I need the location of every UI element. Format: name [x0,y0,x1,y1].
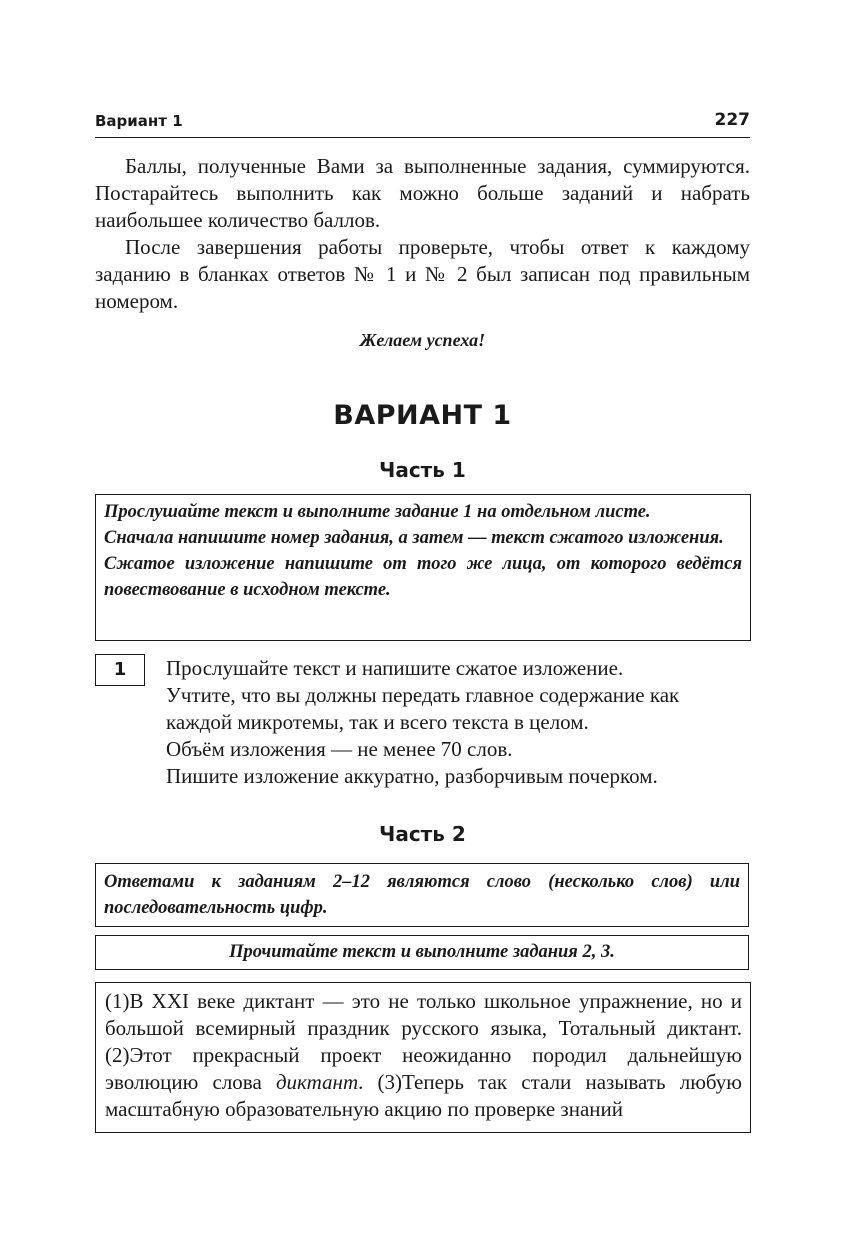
reading-text [105,988,742,1123]
part1-instruction-box [95,494,751,641]
task-line: каждой микротемы, так и всего текста в целом. [166,710,589,734]
reading-text-part2: . (3)Теперь так стали называть любую масштабную образовательную акцию по проверке знаний [105,1070,742,1121]
reading-text-italic-word: диктант [275,1070,359,1094]
part1-instruction-2: Сначала напишите номер задания, а затем — текст сжатого изложения. [104,528,724,548]
intro-paragraph-1: Баллы, полученные Вами за выполненные задания, суммируются. Постарайтесь выполнить как можно больше заданий и набрать наибольшее количество баллов. [95,154,750,232]
part2-instruction: Ответами к заданиям 2–12 являются слово (несколько слов) или последовательность цифр. [104,872,740,918]
reading-text-part1: (1)В XXI веке диктант — это не только школьное упражнение, но и большой всемирный праздник русского языка, Тотальный диктант. (2)Этот прекрасный проект неожиданно породил дальнейшую эволюцию слова [105,989,742,1094]
read-instruction: Прочитайте текст и выполните задания 2, 3. [229,942,615,962]
section-title: Вариант 1 [95,112,183,130]
part1-instruction-3: Сжатое изложение напишите от того же лица, от которого ведётся повествование в исходном тексте. [104,554,742,600]
intro-paragraph-2: После завершения работы проверьте, чтобы ответ к каждому заданию в бланках ответов № 1 и № 2 был записан под правильным номером. [95,235,750,313]
reading-text-box [95,982,751,1133]
part1-instruction-1: Прослушайте текст и выполните задание 1 на отдельном листе. [104,502,651,522]
variant-title: ВАРИАНТ 1 [333,400,512,431]
task-line: Объём изложения — не менее 70 слов. [166,737,513,761]
intro-text [95,153,750,315]
task-1-text [166,655,756,790]
task-line: Учтите, что вы должны передать главное содержание как [166,683,680,707]
task-line: Пишите изложение аккуратно, разборчивым почерком. [166,764,658,788]
header-rule [95,137,750,138]
running-head [95,112,750,136]
part2-instruction-box [95,863,749,927]
page-number: 227 [714,110,750,130]
read-instruction-box [95,935,749,970]
wish-text: Желаем успеха! [359,330,486,350]
task-number-box: 1 [95,654,145,686]
part1-title: Часть 1 [379,458,466,482]
part2-title: Часть 2 [379,822,466,846]
task-line: Прослушайте текст и напишите сжатое изложение. [166,656,624,680]
